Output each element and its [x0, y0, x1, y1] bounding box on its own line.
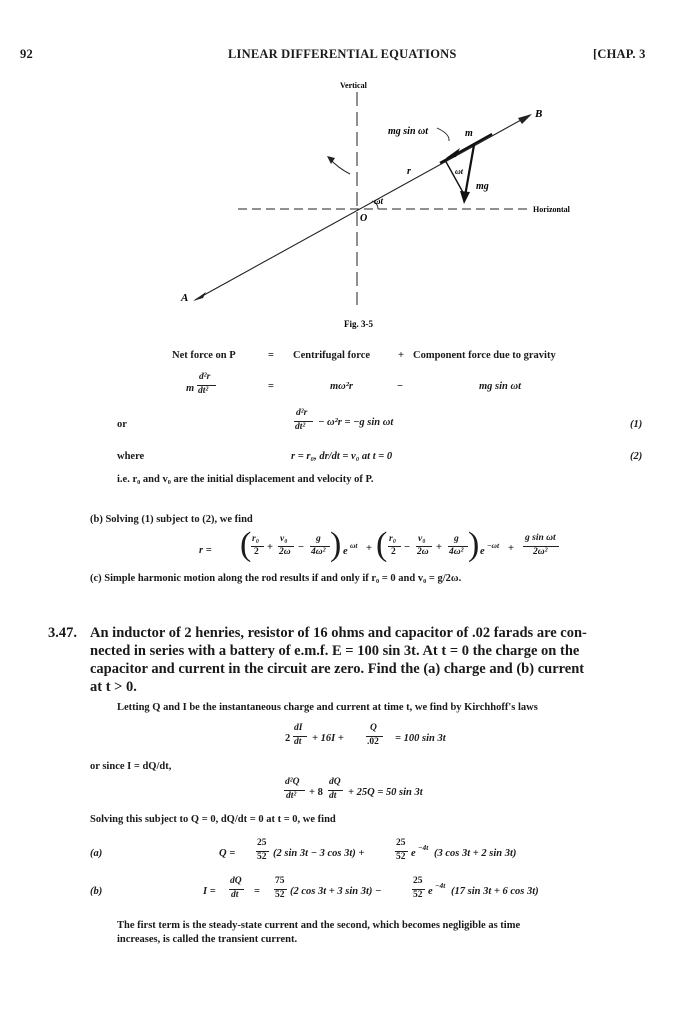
kirch-q: Q	[370, 723, 377, 733]
problem-line-3: capacitor and current in the circuit are zero. Find the (a) charge and (b) current	[90, 661, 585, 677]
u3-num: g	[454, 534, 459, 544]
component-label: Component force due to gravity	[413, 350, 556, 361]
last-den: 2ω²	[533, 547, 548, 557]
closing-line-2: increases, is called the transient current.	[117, 934, 298, 945]
q-mid: (2 sin 3t − 3 cos 3t) +	[273, 848, 365, 859]
where-label: where	[117, 451, 145, 462]
left-paren: (	[376, 526, 388, 563]
t1-den: 2	[254, 547, 259, 557]
i-eq2: =	[254, 886, 260, 897]
figure-caption: Fig. 3-5	[344, 319, 373, 329]
label-mg: mg	[476, 181, 489, 192]
label-m: m	[465, 128, 473, 139]
t3-den: 4ω²	[311, 547, 326, 557]
i-mid: (2 cos 3t + 3 sin 3t) −	[290, 886, 382, 897]
op-minus: −	[298, 542, 304, 553]
kirch-mid: + 16I +	[312, 733, 344, 744]
exp-1: ωt	[350, 541, 358, 550]
eq-sign-1: =	[268, 350, 274, 361]
figure-3-5	[0, 0, 695, 330]
mg-sin-term: mg sin ωt	[479, 381, 522, 392]
kirch-02: .02	[367, 737, 379, 747]
i-e: e	[428, 886, 433, 897]
label-wt-small: ωt	[455, 167, 464, 176]
u2-num: v₀	[418, 534, 426, 544]
problem-number: 3.47.	[48, 625, 77, 641]
problem-line-2: nected in series with a battery of e.m.f. E = 100 sin 3t. At t = 0 the charge on the	[90, 643, 580, 659]
label-mg-sin: mg sin ωt	[388, 126, 429, 137]
kirch-di: dI	[294, 723, 303, 733]
net-force-label: Net force on P	[172, 350, 236, 361]
i-f2-den: 52	[413, 890, 423, 900]
op-plus: +	[508, 543, 514, 554]
u1-num: r₀	[389, 534, 397, 544]
i-dt: dt	[231, 890, 239, 900]
solution-intro: Letting Q and I be the instantaneous charge and current at time t, we find by Kirchhoff's laws	[117, 702, 538, 713]
q-equals: Q =	[219, 848, 236, 859]
eq1-d2r: d²r	[296, 408, 308, 418]
m-coefficient: m	[186, 383, 195, 394]
q-e: e	[411, 848, 416, 859]
mg-vector	[465, 145, 474, 196]
d2r-numerator: d²r	[199, 372, 211, 382]
eq1-rest: − ω²r = −g sin ωt	[318, 417, 394, 428]
kirch-coef: 2	[285, 733, 291, 744]
closing-line-1: The first term is the steady-state current and the second, which becomes negligible as time	[117, 920, 521, 931]
r-equals: r =	[199, 545, 212, 556]
label-o: O	[360, 213, 368, 224]
part-c-text: (c) Simple harmonic motion along the rod results if and only if r₀ = 0 and v₀ = g/2ω.	[90, 573, 462, 584]
label-horizontal: Horizontal	[533, 205, 570, 214]
kirch-rhs: = 100 sin 3t	[395, 733, 446, 744]
ie-line: i.e. r₀ and v₀ are the initial displacement and velocity of P.	[117, 474, 374, 485]
t3-num: g	[316, 534, 321, 544]
t2-den: 2ω	[279, 547, 291, 557]
label-b: B	[535, 108, 543, 120]
centrifugal-label: Centrifugal force	[293, 350, 371, 361]
u2-den: 2ω	[417, 547, 429, 557]
i-f2-num: 25	[413, 876, 423, 886]
u3-den: 4ω²	[449, 547, 464, 557]
part-b-intro: (b) Solving (1) subject to (2), we find	[90, 514, 253, 525]
op-plus: +	[436, 542, 442, 553]
i-f1-den: 52	[275, 890, 285, 900]
label-wt-angle: ωt	[374, 196, 384, 206]
de-d2q: d²Q	[285, 777, 300, 787]
label-vertical: Vertical	[340, 81, 367, 90]
mg-arrowhead	[460, 191, 470, 204]
i-f1-num: 75	[275, 876, 285, 886]
op-minus: −	[404, 542, 410, 553]
part-a-label: (a)	[90, 848, 103, 859]
i-equals: I =	[203, 886, 216, 897]
or-label: or	[117, 419, 127, 430]
label-a: A	[181, 292, 189, 304]
u1-den: 2	[391, 547, 396, 557]
problem-line-1: An inductor of 2 henries, resistor of 16 ohms and capacitor of .02 farads are con-	[90, 625, 587, 641]
de-dq: dQ	[329, 777, 341, 787]
right-paren: )	[468, 526, 480, 563]
op-plus: +	[267, 542, 273, 553]
rod-line	[195, 115, 530, 300]
solving-line: Solving this subject to Q = 0, dQ/dt = 0 at t = 0, we find	[90, 814, 336, 825]
label-r: r	[407, 166, 411, 177]
q-tail: (3 cos 3t + 2 sin 3t)	[434, 848, 517, 859]
problem-line-4: at t > 0.	[90, 679, 137, 695]
q-f1-den: 52	[257, 852, 267, 862]
since-line: or since I = dQ/dt,	[90, 761, 172, 772]
de-plus8: + 8	[309, 787, 323, 798]
e-2: e	[480, 546, 485, 557]
part-b-label: (b)	[90, 886, 103, 897]
running-title: LINEAR DIFFERENTIAL EQUATIONS	[228, 47, 457, 61]
q-f2-den: 52	[396, 852, 406, 862]
t2-num: v₀	[280, 534, 288, 544]
kirch-dt: dt	[294, 737, 302, 747]
i-tail: (17 sin 3t + 6 cos 3t)	[451, 886, 539, 897]
q-f2-num: 25	[396, 838, 406, 848]
dt2-denominator: dt²	[198, 386, 209, 396]
page-number: 92	[20, 47, 33, 61]
last-num: g sin ωt	[525, 533, 556, 543]
q-f1-num: 25	[257, 838, 267, 848]
eq1-dt2: dt²	[295, 422, 306, 432]
t1-num: r₀	[252, 534, 260, 544]
i-dq: dQ	[230, 876, 242, 886]
eq-sign-2: =	[268, 381, 274, 392]
initial-conditions: r = r₀, dr/dt = v₀ at t = 0	[291, 451, 393, 462]
component-line	[445, 160, 465, 196]
right-paren: )	[330, 526, 342, 563]
chapter-label: [CHAP. 3	[593, 47, 646, 61]
i-exp: −4t	[435, 881, 446, 890]
exp-2: −ωt	[487, 541, 500, 550]
op-plus: +	[366, 543, 372, 554]
q-exp: −4t	[418, 843, 429, 852]
de-rest: + 25Q = 50 sin 3t	[348, 787, 423, 798]
minus-sign: −	[397, 381, 403, 392]
eq-tag-2: (2)	[630, 451, 643, 462]
left-paren: (	[240, 526, 252, 563]
de-dt: dt	[329, 791, 337, 801]
mw2r-term: mω²r	[330, 381, 353, 392]
rod-arrowhead-b	[518, 114, 532, 124]
pointer-arc	[437, 128, 449, 141]
e-1: e	[343, 546, 348, 557]
plus-sign: +	[398, 350, 404, 361]
de-dt2: dt²	[286, 791, 297, 801]
eq-tag-1: (1)	[630, 419, 643, 430]
